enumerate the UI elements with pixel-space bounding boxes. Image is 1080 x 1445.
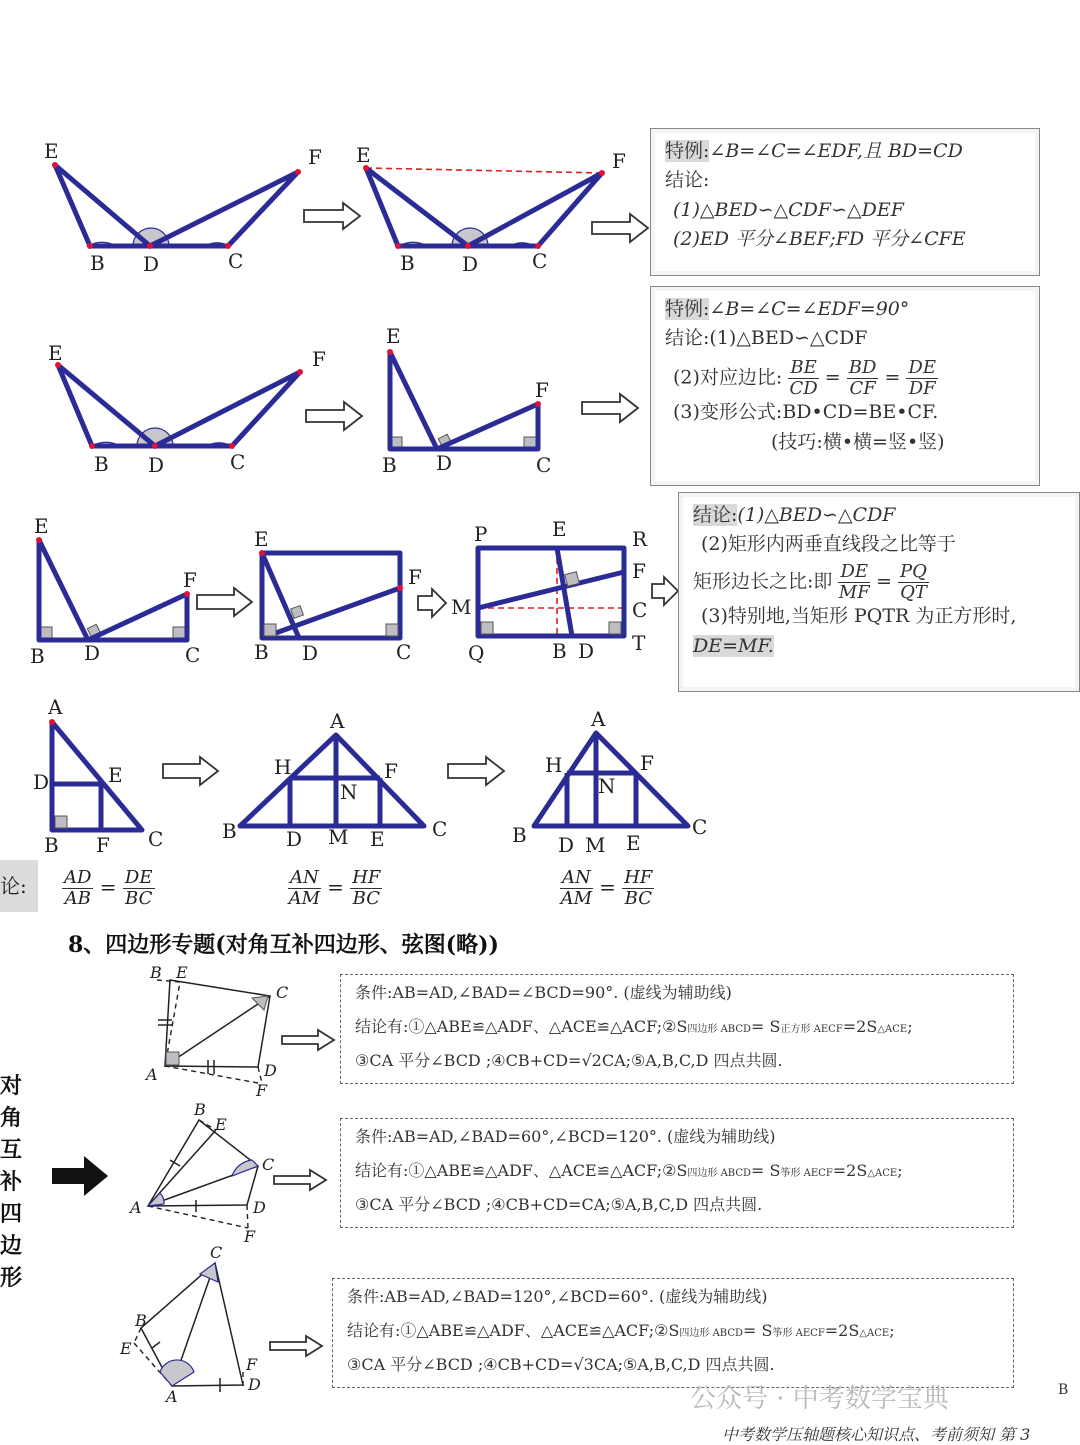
watermark: 公众号 · 中考数学宝典 (690, 1384, 949, 1414)
svg-text:D: D (558, 833, 575, 857)
svg-text:B: B (30, 644, 45, 668)
quad-figure-3 (119, 1243, 261, 1406)
figure-4-1 (33, 695, 163, 857)
special-result: DE=MF. (693, 634, 774, 657)
condition-text: 条件:AB=AD,∠BAD=60°,∠BCD=120°. (虚线为辅助线) (355, 1127, 776, 1146)
svg-text:B: B (382, 453, 397, 477)
svg-text:E: E (370, 827, 385, 851)
svg-text:D: D (436, 451, 453, 475)
svg-text:C: C (230, 450, 246, 474)
row3-conclusion-box: 结论:(1)△BED∽△CDF (2)矩形内两垂直线段之比等于 矩形边长之比:即 $\frac{DE}{MF}$ = $\frac{PQ}{QT}$ (3)特别地,当矩形 PQTR 为正方形时, DE=MF. (678, 492, 1080, 692)
svg-text:D: D (286, 827, 303, 851)
svg-text:E: E (120, 1339, 132, 1358)
arrow-4b (448, 757, 504, 785)
svg-text:C: C (432, 817, 448, 841)
svg-text:E: E (108, 763, 123, 787)
svg-text:P: P (474, 522, 488, 546)
svg-text:D: D (302, 641, 319, 665)
svg-text:E: E (552, 517, 567, 541)
svg-text:F: F (632, 559, 646, 583)
section-heading: 8、四边形专题(对角互补四边形、弦图(略)) (68, 932, 499, 958)
svg-text:E: E (44, 139, 59, 163)
conclusion-item-1: 结论:(1)△BED∽△CDF (665, 327, 868, 350)
svg-text:F: F (535, 378, 549, 402)
svg-text:E: E (254, 527, 269, 551)
special-case-tag: 特例: (665, 298, 710, 320)
tip-text: (技巧:横•横=竖•竖) (771, 430, 945, 453)
svg-text:A: A (166, 1387, 178, 1406)
svg-text:E: E (386, 324, 401, 348)
vertical-label: 对 角 互 补 四 边 形 (0, 1073, 23, 1291)
svg-text:B: B (135, 1311, 147, 1330)
svg-text:F: F (183, 568, 197, 592)
svg-text:D: D (462, 252, 479, 276)
svg-text:E: E (626, 831, 641, 855)
condition-text: 条件:AB=AD,∠BAD=∠BCD=90°. (虚线为辅助线) (355, 983, 732, 1002)
row1-conclusion-box (650, 128, 1040, 276)
svg-text:H: H (274, 755, 292, 779)
svg-text:C: C (262, 1155, 275, 1174)
svg-text:E: E (48, 341, 63, 365)
svg-text:M: M (328, 825, 349, 849)
result-line-3: ③CA 平分∠BCD ;④CB+CD=√2CA;⑤A,B,C,D 四点共圆. (355, 1051, 783, 1070)
svg-text:C: C (148, 827, 164, 851)
row2-conclusion-box: 特例:∠B=∠C=∠EDF=90° 结论:(1)△BED∽△CDF (2)对应边比: $\frac{BE}{CD}$ = $\frac{BD}{CF}$ = $\frac{DE}{DF}$ (3)变形公式:BD•CD=BE•CF. (技巧:横•横=竖•竖) (650, 286, 1040, 486)
svg-text:C: C (228, 249, 244, 273)
arrow-8b (274, 1170, 326, 1190)
conclusion-tag: 结论: (693, 504, 738, 526)
arrow-2a (306, 402, 362, 430)
svg-text:M: M (451, 595, 472, 619)
result-text: 结论有:①△ABE≌△ADF、△ACE≌△ACF;②S四边形 ABCD= S筝形 AECF=2S△ACE; (347, 1321, 895, 1340)
conclusion-item-3: (3)特别地,当矩形 PQTR 为正方形时, (701, 605, 1017, 628)
svg-text:M: M (585, 833, 606, 857)
svg-text:F: F (246, 1355, 258, 1374)
svg-text:B: B (512, 823, 527, 847)
ratio-row-3: $\frac{AN}{AM}$ = $\frac{HF}{BC}$ (560, 867, 653, 909)
svg-text:B: B (90, 251, 105, 275)
svg-text:A: A (330, 709, 345, 733)
svg-text:T: T (632, 631, 646, 655)
ratio-label: (2)对应边比: (673, 366, 783, 389)
svg-text:A: A (146, 1065, 158, 1084)
page-footer: 中考数学压轴题核心知识点、考前须知 第 3 (722, 1425, 1031, 1444)
arrow-2b (582, 394, 638, 422)
svg-text:F: F (96, 833, 110, 857)
svg-text:D: D (578, 639, 595, 663)
arrow-8c (270, 1336, 322, 1356)
ratio-fraction-1: $\frac{DE}{MF}$ (838, 560, 870, 603)
arrow-4a (163, 757, 218, 785)
conclusion-item-2: (2)矩形内两垂直线段之比等于 (701, 533, 956, 556)
arrow-3c (652, 577, 678, 605)
svg-text:F: F (612, 149, 626, 173)
svg-text:N: N (598, 774, 616, 798)
conclusion-item-1: (1)△BED∽△CDF∽△DEF (673, 198, 904, 221)
conclusion-label: 结论: (665, 169, 710, 192)
ratio-fraction-1: $\frac{BE}{CD}$ (789, 356, 818, 399)
svg-text:B: B (150, 963, 162, 982)
conclusion-item-2: (2)ED 平分∠BEF;FD 平分∠CFE (673, 228, 966, 251)
quad-box-2 (340, 1118, 1014, 1228)
figure-2-1 (48, 341, 326, 477)
arrow-3a (197, 588, 252, 616)
ratio-label: 矩形边长之比:即 (693, 570, 833, 593)
svg-text:C: C (536, 453, 552, 477)
svg-text:C: C (692, 815, 708, 839)
quad-figure-2 (128, 1100, 274, 1246)
ratio-row-2: $\frac{AN}{AM}$ = $\frac{HF}{BC}$ (288, 867, 381, 909)
quad-box-3 (332, 1278, 1014, 1388)
svg-text:C: C (396, 640, 412, 664)
svg-text:D: D (143, 252, 160, 276)
svg-text:D: D (248, 1375, 261, 1394)
figure-2-2 (382, 324, 551, 477)
quad-figure-1 (144, 963, 288, 1100)
svg-text:E: E (215, 1115, 227, 1134)
special-case-condition: ∠B=∠C=∠EDF=90° (709, 298, 910, 320)
svg-text:B: B (222, 819, 237, 843)
figure-4-2 (222, 709, 447, 851)
svg-text:F: F (244, 1227, 256, 1246)
svg-text:D: D (264, 1061, 277, 1080)
figure-3-2 (254, 527, 422, 665)
special-case-condition: ∠B=∠C=∠EDF,且 BD=CD (709, 140, 963, 162)
side-caption: 论: (0, 860, 38, 912)
svg-text:E: E (356, 143, 371, 167)
arrow-8a (282, 1030, 334, 1050)
ratio-fraction-2: $\frac{PQ}{QT}$ (900, 560, 927, 603)
svg-text:B: B (400, 251, 415, 275)
svg-text:C: C (532, 249, 548, 273)
svg-text:D: D (253, 1198, 266, 1217)
arrow-1a (304, 203, 360, 229)
svg-text:D: D (33, 770, 50, 794)
corner-mark: B (1058, 1382, 1069, 1398)
svg-text:F: F (408, 565, 422, 589)
svg-text:F: F (308, 145, 322, 169)
arrow-3b (418, 589, 446, 617)
figure-4-3 (512, 707, 707, 857)
result-text: 结论有:①△ABE≌△ADF、△ACE≌△ACF;②S四边形 ABCD= S正方形 AECF=2S△ACE; (355, 1017, 913, 1036)
condition-text: 条件:AB=AD,∠BAD=120°,∠BCD=60°. (虚线为辅助线) (347, 1287, 768, 1306)
svg-text:B: B (254, 640, 269, 664)
svg-text:C: C (210, 1243, 223, 1262)
conclusion-item-3: (3)变形公式:BD•CD=BE•CF. (673, 401, 939, 424)
svg-text:F: F (312, 347, 326, 371)
quad-box-1 (340, 974, 1014, 1084)
svg-text:F: F (256, 1081, 268, 1100)
svg-text:A: A (591, 707, 606, 731)
special-case-tag: 特例: (665, 140, 710, 162)
svg-text:B: B (94, 452, 109, 476)
figure-1-1 (44, 139, 322, 276)
svg-text:F: F (384, 759, 398, 783)
figure-3-1 (30, 514, 200, 668)
svg-text:B: B (194, 1100, 206, 1119)
svg-text:R: R (632, 527, 648, 551)
black-arrow (52, 1156, 108, 1196)
ratio-fraction-2: $\frac{BD}{CF}$ (848, 356, 877, 399)
svg-text:Q: Q (468, 641, 485, 665)
svg-text:B: B (44, 833, 59, 857)
result-line-3: ③CA 平分∠BCD ;④CB+CD=√3CA;⑤A,B,C,D 四点共圆. (347, 1355, 775, 1374)
ratio-fraction-3: $\frac{DE}{DF}$ (908, 356, 936, 399)
svg-text:A: A (48, 695, 63, 719)
conclusion-item-1: (1)△BED∽△CDF (737, 504, 896, 526)
arrow-1b (592, 214, 648, 242)
svg-text:E: E (176, 963, 188, 982)
svg-text:A: A (130, 1198, 142, 1217)
result-text: 结论有:①△ABE≌△ADF、△ACE≌△ACF;②S四边形 ABCD= S筝形 AECF=2S△ACE; (355, 1161, 903, 1180)
svg-text:E: E (34, 514, 49, 538)
svg-text:B: B (552, 639, 567, 663)
svg-text:N: N (340, 780, 358, 804)
svg-text:C: C (632, 598, 648, 622)
svg-text:D: D (84, 641, 101, 665)
ratio-row-1: $\frac{AD}{AB}$ = $\frac{DE}{BC}$ (64, 867, 153, 909)
svg-text:C: C (185, 643, 201, 667)
svg-text:C: C (276, 983, 289, 1002)
svg-text:H: H (545, 753, 563, 777)
figure-3-3 (451, 517, 648, 665)
result-line-3: ③CA 平分∠BCD ;④CB+CD=CA;⑤A,B,C,D 四点共圆. (355, 1195, 763, 1214)
svg-text:D: D (148, 453, 165, 477)
figure-1-2 (356, 143, 626, 276)
svg-text:F: F (640, 751, 654, 775)
